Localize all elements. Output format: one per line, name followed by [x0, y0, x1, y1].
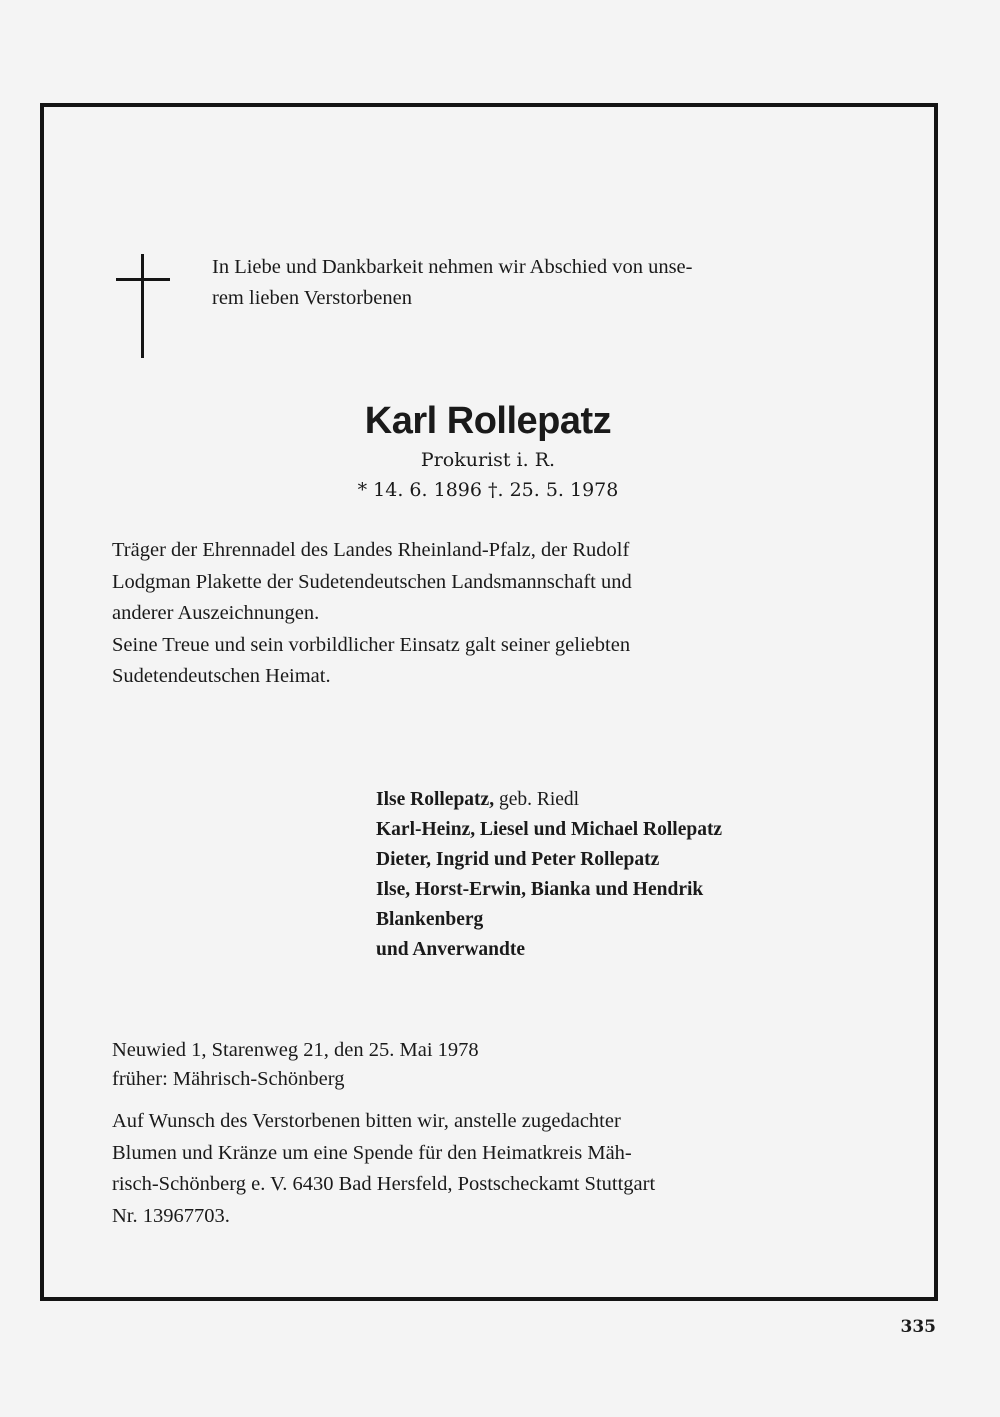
family-name-bold: Ilse Rollepatz,: [376, 789, 495, 810]
address-line: früher: Mährisch-Schönberg: [112, 1068, 345, 1090]
cross-icon: [116, 254, 170, 358]
honors-line: Sudetendeutschen Heimat.: [112, 665, 331, 687]
intro-line: In Liebe und Dankbarkeit nehmen wir Abschied von unse-: [212, 256, 693, 278]
family-line: Blankenberg: [376, 909, 484, 930]
request-line: Auf Wunsch des Verstorbenen bitten wir, anstelle zugedachter: [112, 1110, 621, 1132]
donation-request: [112, 1106, 872, 1232]
deceased-title: Prokurist i. R.: [420, 449, 556, 471]
address-line: Neuwied 1, Starenweg 21, den 25. Mai 1978: [112, 1039, 479, 1061]
family-line: [376, 785, 896, 815]
family-name-rest: geb. Riedl: [494, 789, 580, 810]
page-number: 335: [900, 1317, 936, 1337]
life-dates: * 14. 6. 1896 †. 25. 5. 1978: [357, 479, 619, 501]
family-signatures: [376, 785, 896, 965]
request-line: Nr. 13967703.: [112, 1204, 230, 1227]
family-line: Karl-Heinz, Liesel und Michael Rollepatz: [376, 819, 723, 840]
honors-line: Lodgman Plakette der Sudetendeutschen Landsmannschaft und: [112, 570, 632, 593]
intro-text: [212, 252, 872, 314]
honors-line: Seine Treue und sein vorbildlicher Einsatz galt seiner geliebten: [112, 633, 631, 656]
honors-paragraph: [112, 535, 872, 693]
address-block: [112, 1036, 872, 1094]
family-line: Ilse, Horst-Erwin, Bianka und Hendrik: [376, 879, 704, 900]
deceased-name: Karl Rollepatz: [364, 400, 612, 442]
request-line: risch-Schönberg e. V. 6430 Bad Hersfeld, Postscheckamt Stuttgart: [112, 1173, 656, 1195]
honors-line: Träger der Ehrennadel des Landes Rheinland-Pfalz, der Rudolf: [112, 539, 630, 561]
intro-line: rem lieben Verstorbenen: [212, 287, 412, 309]
family-line: und Anverwandte: [376, 939, 525, 960]
honors-line: anderer Auszeichnungen.: [112, 602, 320, 624]
family-line: Dieter, Ingrid und Peter Rollepatz: [376, 849, 660, 870]
request-line: Blumen und Kränze um eine Spende für den Heimatkreis Mäh-: [112, 1141, 632, 1164]
